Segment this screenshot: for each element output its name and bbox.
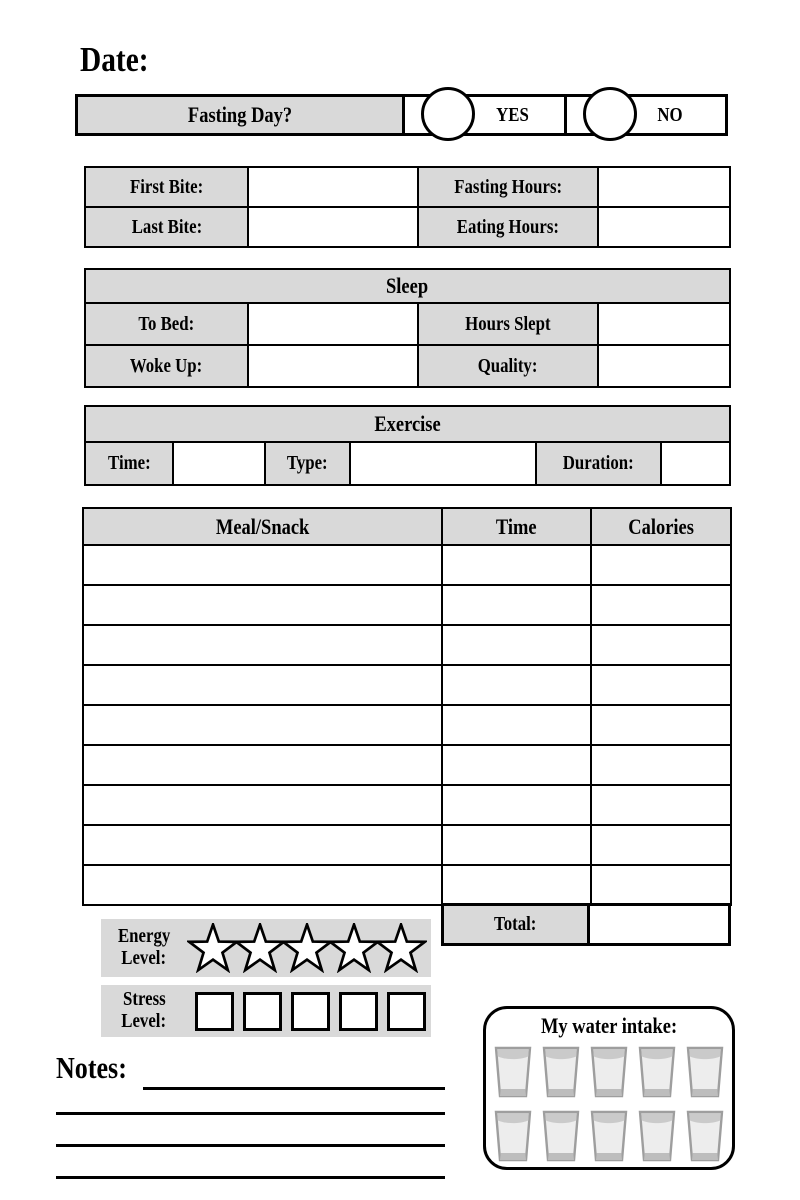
- meal-row: [83, 545, 731, 585]
- calories-cell[interactable]: [591, 745, 731, 785]
- meal-snack-header: Meal/Snack: [83, 508, 442, 545]
- water-glass-rows: [486, 1046, 732, 1162]
- exercise-duration-value[interactable]: [661, 442, 730, 485]
- water-glass-row: [486, 1110, 732, 1162]
- meal-snack-cell[interactable]: [83, 625, 442, 665]
- checkbox-icon[interactable]: [387, 992, 426, 1031]
- energy-level-label: Energy Level:: [117, 925, 171, 969]
- table-row: [85, 442, 730, 485]
- table-row: [85, 345, 730, 387]
- water-glass-icon[interactable]: [685, 1110, 725, 1162]
- fasting-no-option: [567, 97, 726, 133]
- eating-hours-label: Eating Hours:: [418, 207, 598, 247]
- table-row: [85, 303, 730, 345]
- water-glass-icon[interactable]: [589, 1046, 629, 1098]
- exercise-duration-label: Duration:: [536, 442, 661, 485]
- radio-circle-icon[interactable]: [421, 87, 475, 141]
- eating-hours-value[interactable]: [598, 207, 730, 247]
- checkbox-icon[interactable]: [339, 992, 378, 1031]
- energy-level-box: [101, 919, 431, 977]
- checkbox-icon[interactable]: [243, 992, 282, 1031]
- fasting-day-bar: [75, 94, 728, 136]
- water-glass-icon[interactable]: [637, 1046, 677, 1098]
- checkbox-icon[interactable]: [195, 992, 234, 1031]
- time-cell[interactable]: [442, 545, 591, 585]
- meal-snack-cell[interactable]: [83, 825, 442, 865]
- water-glass-icon[interactable]: [493, 1046, 533, 1098]
- no-label: NO: [656, 103, 683, 126]
- quality-label: Quality:: [418, 345, 598, 387]
- time-header: Time: [442, 508, 591, 545]
- to-bed-label: To Bed:: [85, 303, 248, 345]
- meal-row: [83, 865, 731, 905]
- exercise-time-label: Time:: [85, 442, 173, 485]
- star-icon[interactable]: [375, 923, 427, 973]
- fasting-day-question: Fasting Day?: [78, 97, 405, 133]
- fasting-hours-value[interactable]: [598, 167, 730, 207]
- stress-checkboxes: [195, 992, 426, 1031]
- time-cell[interactable]: [442, 865, 591, 905]
- water-glass-icon[interactable]: [685, 1046, 725, 1098]
- meal-header-row: [83, 508, 731, 545]
- star-icon[interactable]: [187, 923, 239, 973]
- meal-row: [83, 625, 731, 665]
- fasting-hours-label: Fasting Hours:: [418, 167, 598, 207]
- meal-snack-cell[interactable]: [83, 785, 442, 825]
- meal-snack-cell[interactable]: [83, 545, 442, 585]
- total-row: [441, 903, 731, 946]
- fasting-yes-option: [405, 97, 567, 133]
- notes-line[interactable]: [143, 1087, 445, 1090]
- water-glass-icon[interactable]: [541, 1046, 581, 1098]
- time-cell[interactable]: [442, 625, 591, 665]
- time-cell[interactable]: [442, 585, 591, 625]
- exercise-section-title: Exercise: [85, 406, 730, 442]
- calories-cell[interactable]: [591, 825, 731, 865]
- yes-label: YES: [496, 103, 529, 126]
- star-icon[interactable]: [281, 923, 333, 973]
- meal-row: [83, 665, 731, 705]
- calories-cell[interactable]: [591, 705, 731, 745]
- meal-row: [83, 785, 731, 825]
- table-row: [85, 167, 730, 207]
- exercise-table: [84, 405, 731, 486]
- meal-table-body: [83, 545, 731, 905]
- meal-row: [83, 745, 731, 785]
- calories-cell[interactable]: [591, 865, 731, 905]
- table-row: [85, 207, 730, 247]
- last-bite-label: Last Bite:: [85, 207, 248, 247]
- star-icon[interactable]: [234, 923, 286, 973]
- to-bed-value[interactable]: [248, 303, 418, 345]
- calories-cell[interactable]: [591, 785, 731, 825]
- sleep-table: [84, 268, 731, 388]
- water-glass-icon[interactable]: [637, 1110, 677, 1162]
- calories-cell[interactable]: [591, 585, 731, 625]
- total-label: Total:: [444, 906, 590, 943]
- time-cell[interactable]: [442, 785, 591, 825]
- meal-snack-cell[interactable]: [83, 745, 442, 785]
- time-cell[interactable]: [442, 665, 591, 705]
- stress-level-label: Stress Level:: [121, 988, 167, 1032]
- water-intake-title: My water intake:: [540, 1013, 678, 1038]
- meal-snack-cell[interactable]: [83, 585, 442, 625]
- last-bite-value[interactable]: [248, 207, 418, 247]
- sleep-section-title: Sleep: [85, 269, 730, 303]
- meal-row: [83, 705, 731, 745]
- star-icon[interactable]: [328, 923, 380, 973]
- date-label: Date:: [80, 40, 149, 79]
- water-glass-icon[interactable]: [493, 1110, 533, 1162]
- woke-up-value[interactable]: [248, 345, 418, 387]
- water-glass-row: [486, 1046, 732, 1098]
- stress-level-box: [101, 985, 431, 1037]
- meal-row: [83, 585, 731, 625]
- total-value[interactable]: [590, 906, 728, 943]
- bites-table: [84, 166, 731, 248]
- radio-circle-icon[interactable]: [583, 87, 637, 141]
- hours-slept-value[interactable]: [598, 303, 730, 345]
- exercise-type-label: Type:: [265, 442, 350, 485]
- water-glass-icon[interactable]: [541, 1110, 581, 1162]
- time-cell[interactable]: [442, 745, 591, 785]
- notes-line[interactable]: [56, 1176, 445, 1179]
- notes-line[interactable]: [56, 1144, 445, 1147]
- quality-value[interactable]: [598, 345, 730, 387]
- meal-snack-cell[interactable]: [83, 865, 442, 905]
- time-cell[interactable]: [442, 825, 591, 865]
- calories-cell[interactable]: [591, 545, 731, 585]
- energy-stars: [187, 923, 422, 973]
- hours-slept-label: Hours Slept: [418, 303, 598, 345]
- meal-table: [82, 507, 732, 906]
- woke-up-label: Woke Up:: [85, 345, 248, 387]
- exercise-time-value[interactable]: [173, 442, 265, 485]
- time-cell[interactable]: [442, 705, 591, 745]
- meal-row: [83, 825, 731, 865]
- water-intake-box: [483, 1006, 735, 1170]
- checkbox-icon[interactable]: [291, 992, 330, 1031]
- calories-cell[interactable]: [591, 665, 731, 705]
- notes-label: Notes:: [56, 1050, 127, 1085]
- exercise-type-value[interactable]: [350, 442, 536, 485]
- meal-snack-cell[interactable]: [83, 665, 442, 705]
- first-bite-label: First Bite:: [85, 167, 248, 207]
- water-glass-icon[interactable]: [589, 1110, 629, 1162]
- notes-line[interactable]: [56, 1112, 445, 1115]
- meal-snack-cell[interactable]: [83, 705, 442, 745]
- first-bite-value[interactable]: [248, 167, 418, 207]
- calories-header: Calories: [591, 508, 731, 545]
- calories-cell[interactable]: [591, 625, 731, 665]
